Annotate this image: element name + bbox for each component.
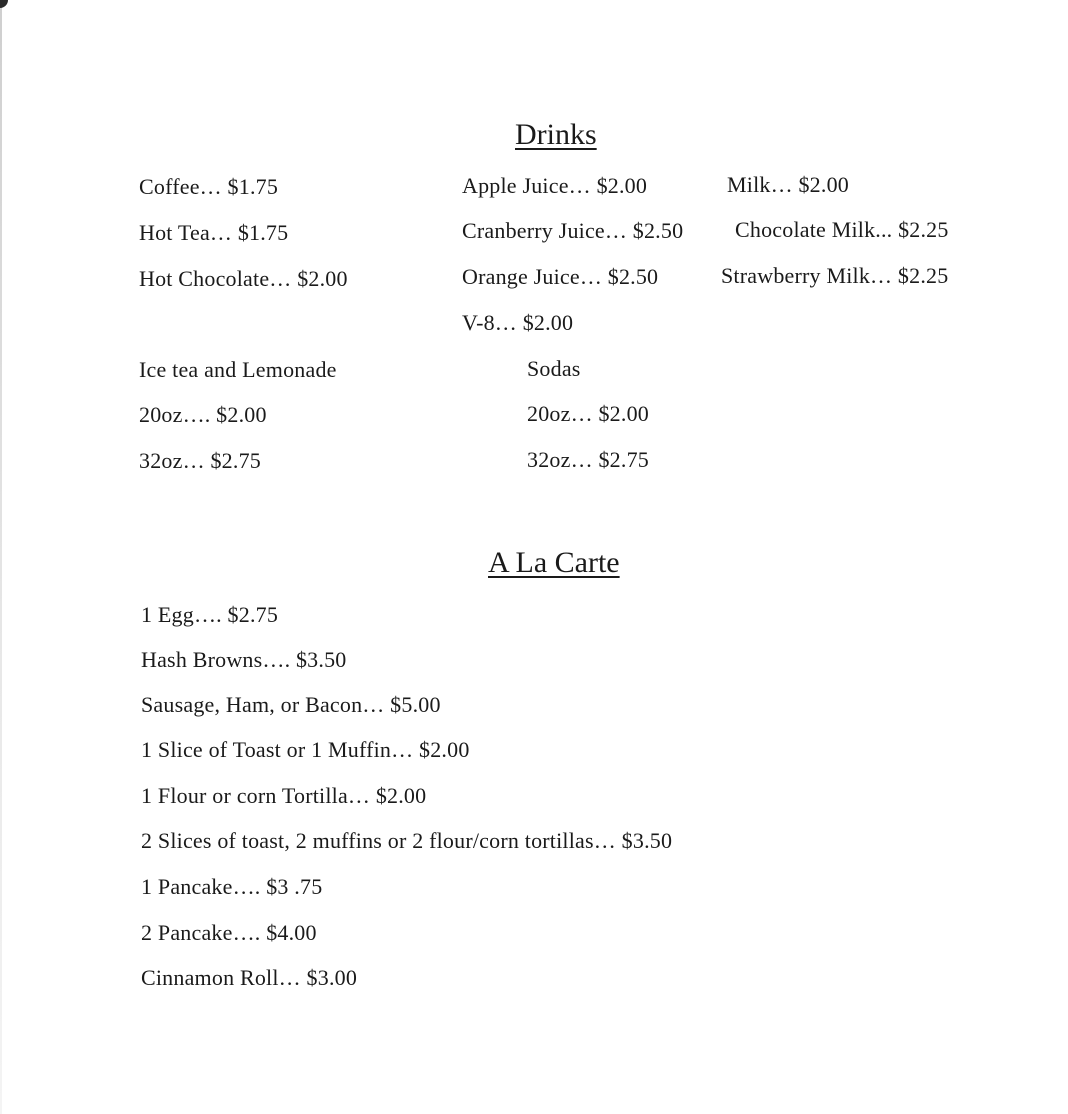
a-la-carte-heading: A La Carte <box>488 546 620 579</box>
ice-tea-heading: Ice tea and Lemonade <box>139 357 337 382</box>
soda-size-20oz: 20oz… $2.00 <box>527 401 649 426</box>
a-la-carte-item-cinnamon-roll: Cinnamon Roll… $3.00 <box>141 965 358 990</box>
ice-tea-size-32oz: 32oz… $2.75 <box>139 448 261 473</box>
sodas-heading: Sodas <box>527 356 581 381</box>
drinks-heading: Drinks <box>515 118 597 151</box>
a-la-carte-item-one-pancake: 1 Pancake…. $3 .75 <box>141 874 323 899</box>
a-la-carte-item-tortilla: 1 Flour or corn Tortilla… $2.00 <box>141 783 427 808</box>
scan-edge <box>0 0 2 1114</box>
soda-size-32oz: 32oz… $2.75 <box>527 447 649 472</box>
a-la-carte-item-meat: Sausage, Ham, or Bacon… $5.00 <box>141 692 441 717</box>
a-la-carte-item-two-pancakes: 2 Pancake…. $4.00 <box>141 920 317 945</box>
ice-tea-size-20oz: 20oz…. $2.00 <box>139 402 267 427</box>
drink-item-orange-juice: Orange Juice… $2.50 <box>462 264 659 289</box>
drink-item-chocolate-milk: Chocolate Milk... $2.25 <box>735 217 949 242</box>
scan-corner-mark <box>0 0 8 8</box>
a-la-carte-item-hash-browns: Hash Browns…. $3.50 <box>141 647 347 672</box>
drink-item-apple-juice: Apple Juice… $2.00 <box>462 173 648 198</box>
drink-item-coffee: Coffee… $1.75 <box>139 174 279 199</box>
drink-item-hot-tea: Hot Tea… $1.75 <box>139 220 289 245</box>
a-la-carte-item-egg: 1 Egg…. $2.75 <box>141 602 279 627</box>
a-la-carte-item-toast-muffin: 1 Slice of Toast or 1 Muffin… $2.00 <box>141 737 470 762</box>
drink-item-milk: Milk… $2.00 <box>727 172 849 197</box>
drink-item-strawberry-milk: Strawberry Milk… $2.25 <box>721 263 949 288</box>
drink-item-hot-chocolate: Hot Chocolate… $2.00 <box>139 266 348 291</box>
drink-item-cranberry-juice: Cranberry Juice… $2.50 <box>462 218 684 243</box>
drink-item-v8: V-8… $2.00 <box>462 310 574 335</box>
a-la-carte-item-double-sides: 2 Slices of toast, 2 muffins or 2 flour/corn tortillas… $3.50 <box>141 828 673 853</box>
